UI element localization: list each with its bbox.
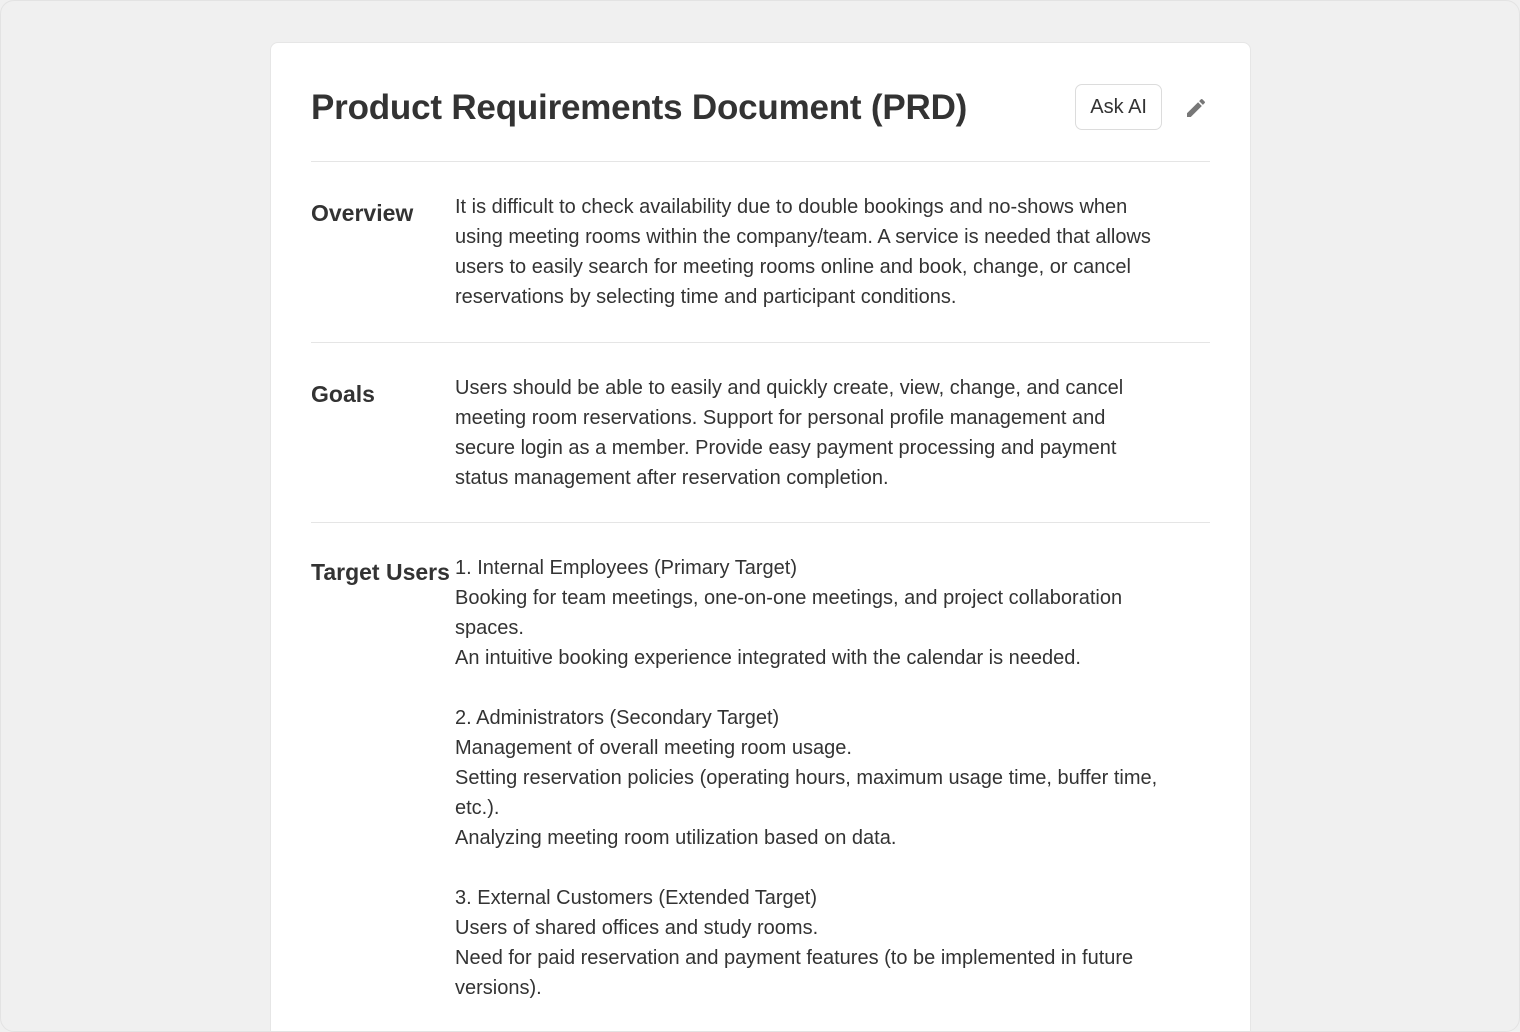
overview-line: reservations by selecting time and participant conditions.	[455, 286, 957, 308]
group-spacer	[455, 673, 1210, 703]
section-body-goals	[455, 373, 1210, 492]
target-group-heading: 1. Internal Employees (Primary Target)	[455, 557, 797, 579]
group-spacer	[455, 853, 1210, 883]
section-overview	[311, 162, 1210, 343]
target-line: Setting reservation policies (operating hours, maximum usage time, buffer time,	[455, 767, 1158, 789]
section-goals	[311, 343, 1210, 523]
target-line: Analyzing meeting room utilization based on data.	[455, 827, 897, 849]
overview-line: users to easily search for meeting rooms online and book, change, or cancel	[455, 256, 1131, 278]
pencil-icon-graphic	[1184, 96, 1208, 120]
target-group-heading: 2. Administrators (Secondary Target)	[455, 707, 780, 729]
prd-document-card	[270, 42, 1251, 1032]
target-group-heading: 3. External Customers (Extended Target)	[455, 887, 818, 909]
target-line: etc.).	[455, 797, 500, 819]
page-title: Product Requirements Document (PRD)	[311, 88, 968, 127]
goals-line: Users should be able to easily and quickly create, view, change, and cancel	[455, 377, 1124, 399]
goals-line: secure login as a member. Provide easy payment processing and payment	[455, 437, 1117, 459]
document-header	[311, 43, 1210, 162]
goals-line: meeting room reservations. Support for personal profile management and	[455, 407, 1106, 429]
section-label-overview: Overview	[311, 200, 414, 226]
target-line: spaces.	[455, 617, 524, 639]
goals-line: status management after reservation completion.	[455, 467, 889, 489]
target-line: An intuitive booking experience integrated with the calendar is needed.	[455, 647, 1081, 669]
section-label-goals: Goals	[311, 381, 375, 407]
section-label-target-users: Target Users	[311, 559, 450, 585]
section-body-target-users	[455, 553, 1210, 1003]
target-line: versions).	[455, 977, 542, 999]
target-line: Need for paid reservation and payment features (to be implemented in future	[455, 947, 1134, 969]
ask-ai-button[interactable]: Ask AI	[1075, 84, 1162, 130]
section-body-overview	[455, 192, 1210, 312]
target-line: Management of overall meeting room usage.	[455, 737, 852, 759]
target-line: Users of shared offices and study rooms.	[455, 917, 819, 939]
overview-line: using meeting rooms within the company/team. A service is needed that allows	[455, 226, 1151, 248]
target-line: Booking for team meetings, one-on-one meetings, and project collaboration	[455, 587, 1123, 609]
overview-line: It is difficult to check availability due to double bookings and no-shows when	[455, 196, 1128, 218]
pencil-icon[interactable]	[1182, 94, 1210, 122]
section-target-users	[311, 523, 1210, 1032]
